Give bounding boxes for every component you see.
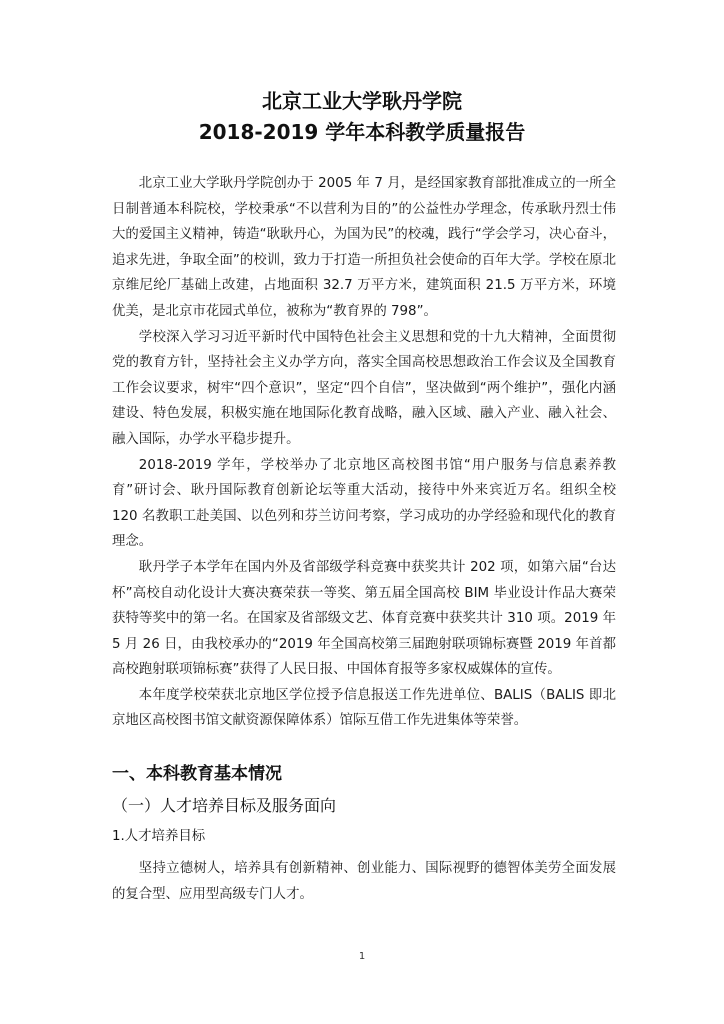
document-subtitle: 2018-2019 学年本科教学质量报告 (198, 120, 526, 144)
paragraph-intro-honors: 本年度学校荣获北京地区学位授予信息报送工作先进单位、BALIS（BALIS 即北京地区高校图书馆文献资源保障体系）馆际互借工作先进集体等荣誉。 (112, 687, 616, 729)
intro-section (112, 171, 616, 734)
paragraph-intro-founding: 北京工业大学耿丹学院创办于 2005 年 7 月，是经国家教育部批准成立的一所全日制普通本科院校，学校秉承“不以营利为目的”的公益性办学理念，传承耿丹烈士伟大的爱国主义精神，铸造“耿耿丹心，为国为民”的校魂，践行“学会学习，决心奋斗，追求先进，争取全面”的校训，致力于打造一所担负社会使命的百年大学。学校在原北京维尼纶厂基础上改建，占地面积 32.7 万平方米，建筑面积 21.5 万平方米，环境优美，是北京市花园式单位，被称为“教育界的 798”。 (112, 176, 616, 319)
training-goal-section (112, 856, 616, 907)
paragraph-intro-events: 2018-2019 学年，学校举办了北京地区高校图书馆“用户服务与信息素养教育”研讨会、耿丹国际教育创新论坛等重大活动，接待中外来宾近万名。组织全校 120 名教职工赴美国、以色列和芬兰访问考察，学习成功的办学经验和现代化的教育理念。 (112, 457, 616, 550)
document-title: 北京工业大学耿丹学院 (262, 89, 462, 113)
paragraph-intro-awards: 耿丹学子本学年在国内外及省部级学科竞赛中获奖共计 202 项，如第六届“台达杯”高校自动化设计大赛决赛荣获一等奖、第五届全国高校 BIM 毕业设计作品大赛荣获特等奖中的第一名。在国家及省部级文艺、体育竞赛中获奖共计 310 项。2019 年 5 月 26 日，由我校承办的“2019 年全国高校第三届跑射联项锦标赛暨 2019 年首都高校跑射联项锦标赛”获得了人民日报、中国体育报等多家权威媒体的宣传。 (112, 559, 616, 678)
page-number: 1 (358, 951, 366, 962)
item-heading: 1.人才培养目标 (112, 829, 206, 844)
paragraph-intro-ideology: 学校深入学习习近平新时代中国特色社会主义思想和党的十九大精神，全面贯彻党的教育方针，坚持社会主义办学方向，落实全国高校思想政治工作会议及全国教育工作会议要求，树牢“四个意识”，坚定“四个自信”，坚决做到“两个维护”，强化内涵建设、特色发展，积极实施在地国际化教育战略，融入区域、融入产业、融入社会、融入国际，办学水平稳步提升。 (112, 329, 616, 447)
paragraph-training-goal: 坚持立德树人，培养具有创新精神、创业能力、国际视野的德智体美劳全面发展的复合型、应用型高级专门人才。 (112, 861, 616, 902)
section-heading: 一、本科教育基本情况 (112, 764, 282, 784)
subsection-heading: （一）人才培养目标及服务面向 (112, 796, 337, 815)
